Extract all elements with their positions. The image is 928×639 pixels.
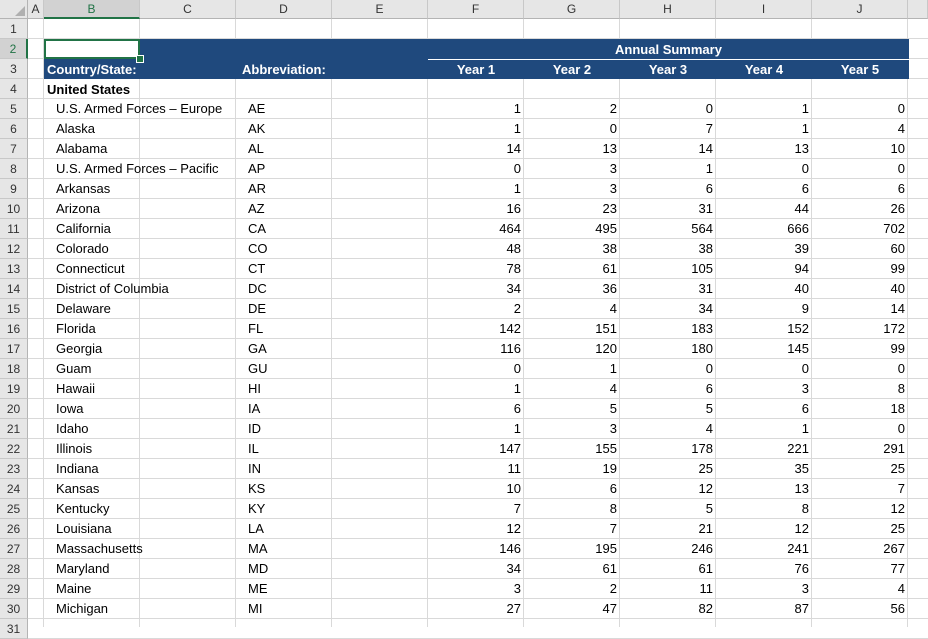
row-header-21[interactable]: 21 (0, 419, 28, 439)
abbreviation-cell[interactable]: MA (248, 541, 268, 556)
year-1-value-cell[interactable]: 34 (506, 281, 521, 296)
year-4-value-cell[interactable]: 44 (794, 201, 809, 216)
year-3-value-cell[interactable]: 61 (698, 561, 713, 576)
year-1-value-cell[interactable]: 78 (506, 261, 521, 276)
year-2-value-cell[interactable]: 495 (595, 221, 617, 236)
year-5-value-cell[interactable]: 18 (890, 401, 905, 416)
abbreviation-cell[interactable]: CO (248, 241, 268, 256)
year-header-1: Year 1 (456, 62, 496, 77)
abbreviation-cell[interactable]: KY (248, 501, 266, 516)
year-3-value-cell[interactable]: 21 (698, 521, 713, 536)
row-header-7[interactable]: 7 (0, 139, 28, 159)
state-name-cell[interactable]: California (56, 221, 111, 236)
abbreviation-cell[interactable]: IA (248, 401, 261, 416)
row-header-17[interactable]: 17 (0, 339, 28, 359)
year-4-value-cell[interactable]: 1 (801, 421, 809, 436)
column-header-d[interactable]: D (236, 0, 332, 19)
year-4-value-cell[interactable]: 40 (794, 281, 809, 296)
abbreviation-cell[interactable]: MI (248, 601, 263, 616)
abbreviation-cell[interactable]: DC (248, 281, 267, 296)
row-header-13[interactable]: 13 (0, 259, 28, 279)
year-2-value-cell[interactable]: 13 (602, 141, 617, 156)
abbreviation-cell[interactable]: GA (248, 341, 267, 356)
row-header-31[interactable]: 31 (0, 619, 28, 639)
state-name-cell[interactable]: U.S. Armed Forces – Pacific (56, 161, 219, 176)
row-header-5[interactable]: 5 (0, 99, 28, 119)
gridline-vertical (331, 19, 332, 627)
year-2-value-cell[interactable]: 3 (609, 181, 617, 196)
abbreviation-cell[interactable]: LA (248, 521, 264, 536)
year-5-value-cell[interactable]: 25 (890, 461, 905, 476)
column-header-j[interactable]: J (812, 0, 908, 19)
country-state-header: Country/State: (47, 62, 137, 77)
row-header-25[interactable]: 25 (0, 499, 28, 519)
year-5-value-cell[interactable]: 40 (890, 281, 905, 296)
abbreviation-cell[interactable]: CT (248, 261, 266, 276)
row-header-15[interactable]: 15 (0, 299, 28, 319)
year-1-value-cell[interactable]: 464 (499, 221, 521, 236)
state-name-cell[interactable]: Michigan (56, 601, 109, 616)
row-header-28[interactable]: 28 (0, 559, 28, 579)
state-name-cell[interactable]: Georgia (56, 341, 103, 356)
row-header-4[interactable]: 4 (0, 79, 28, 99)
abbreviation-cell[interactable]: ID (248, 421, 261, 436)
year-2-value-cell[interactable]: 1 (609, 361, 617, 376)
year-2-value-cell[interactable]: 8 (609, 501, 617, 516)
year-5-value-cell[interactable]: 0 (897, 161, 905, 176)
year-4-value-cell[interactable]: 3 (801, 381, 809, 396)
year-header-3: Year 3 (648, 62, 688, 77)
column-header-i[interactable]: I (716, 0, 812, 19)
row-header-27[interactable]: 27 (0, 539, 28, 559)
year-3-value-cell[interactable]: 82 (698, 601, 713, 616)
year-1-value-cell[interactable]: 10 (506, 481, 521, 496)
column-header-b[interactable]: B (44, 0, 140, 19)
abbreviation-cell[interactable]: IN (248, 461, 261, 476)
year-5-value-cell[interactable]: 99 (890, 341, 905, 356)
year-2-value-cell[interactable]: 0 (609, 121, 617, 136)
row-header-16[interactable]: 16 (0, 319, 28, 339)
year-1-value-cell[interactable]: 147 (499, 441, 521, 456)
year-4-value-cell[interactable]: 94 (794, 261, 809, 276)
year-1-value-cell[interactable]: 142 (499, 321, 521, 336)
year-1-value-cell[interactable]: 11 (507, 461, 521, 476)
year-4-value-cell[interactable]: 87 (794, 601, 809, 616)
year-1-value-cell[interactable]: 1 (513, 421, 521, 436)
year-2-value-cell[interactable]: 155 (595, 441, 617, 456)
year-1-value-cell[interactable]: 27 (506, 601, 521, 616)
year-2-value-cell[interactable]: 61 (602, 561, 617, 576)
year-3-value-cell[interactable]: 34 (698, 301, 713, 316)
year-4-value-cell[interactable]: 145 (787, 341, 809, 356)
abbreviation-cell[interactable]: CA (248, 221, 267, 236)
year-5-value-cell[interactable]: 99 (890, 261, 905, 276)
year-4-value-cell[interactable]: 241 (787, 541, 809, 556)
year-5-value-cell[interactable]: 6 (897, 181, 905, 196)
year-4-value-cell[interactable]: 3 (801, 581, 809, 596)
column-header-h[interactable]: H (620, 0, 716, 19)
year-4-value-cell[interactable]: 39 (794, 241, 809, 256)
year-5-value-cell[interactable]: 14 (890, 301, 905, 316)
year-1-value-cell[interactable]: 116 (500, 341, 521, 356)
year-5-value-cell[interactable]: 0 (897, 101, 905, 116)
active-cell-b2[interactable] (44, 39, 140, 59)
year-5-value-cell[interactable]: 4 (897, 581, 905, 596)
year-3-value-cell[interactable]: 178 (691, 441, 713, 456)
row-header-18[interactable]: 18 (0, 359, 28, 379)
abbreviation-cell[interactable]: AR (248, 181, 267, 196)
year-3-value-cell[interactable]: 38 (698, 241, 713, 256)
year-4-value-cell[interactable]: 12 (794, 521, 809, 536)
year-5-value-cell[interactable]: 7 (897, 481, 905, 496)
abbreviation-cell[interactable]: FL (248, 321, 264, 336)
year-4-value-cell[interactable]: 6 (801, 401, 809, 416)
column-header-c[interactable]: C (140, 0, 236, 19)
row-header-24[interactable]: 24 (0, 479, 28, 499)
year-4-value-cell[interactable]: 666 (787, 221, 809, 236)
year-2-value-cell[interactable]: 7 (609, 521, 617, 536)
year-4-value-cell[interactable]: 76 (794, 561, 809, 576)
year-2-value-cell[interactable]: 120 (595, 341, 617, 356)
year-2-value-cell[interactable]: 4 (609, 381, 617, 396)
year-1-value-cell[interactable]: 3 (513, 581, 521, 596)
year-5-value-cell[interactable]: 702 (883, 221, 905, 236)
year-5-value-cell[interactable]: 267 (883, 541, 905, 556)
select-all-corner[interactable] (0, 0, 28, 19)
fill-handle[interactable] (136, 55, 144, 63)
year-4-value-cell[interactable]: 221 (787, 441, 809, 456)
row-header-3[interactable]: 3 (0, 59, 28, 79)
abbreviation-header: Abbreviation: (242, 62, 326, 77)
state-name-cell[interactable]: Hawaii (56, 381, 96, 396)
year-1-value-cell[interactable]: 7 (513, 501, 521, 516)
state-name-cell[interactable]: Iowa (56, 401, 84, 416)
state-name-cell[interactable]: Maine (56, 581, 92, 596)
row-header-8[interactable]: 8 (0, 159, 28, 179)
year-2-value-cell[interactable]: 36 (602, 281, 617, 296)
row-header-23[interactable]: 23 (0, 459, 28, 479)
abbreviation-cell[interactable]: AE (248, 101, 266, 116)
abbreviation-cell[interactable]: KS (248, 481, 266, 496)
year-5-value-cell[interactable]: 8 (897, 381, 905, 396)
abbreviation-cell[interactable]: ME (248, 581, 268, 596)
abbreviation-cell[interactable]: DE (248, 301, 267, 316)
year-2-value-cell[interactable]: 151 (595, 321, 617, 336)
year-5-value-cell[interactable]: 60 (890, 241, 905, 256)
year-4-value-cell[interactable]: 0 (801, 161, 809, 176)
row-header-20[interactable]: 20 (0, 399, 28, 419)
state-name-cell[interactable]: Connecticut (56, 261, 125, 276)
row-header-12[interactable]: 12 (0, 239, 28, 259)
year-3-value-cell[interactable]: 180 (691, 341, 713, 356)
year-4-value-cell[interactable]: 13 (794, 481, 809, 496)
year-2-value-cell[interactable]: 3 (609, 161, 617, 176)
year-3-value-cell[interactable]: 5 (705, 401, 713, 416)
state-name-cell[interactable]: Guam (56, 361, 92, 376)
year-5-value-cell[interactable]: 12 (890, 501, 905, 516)
year-1-value-cell[interactable]: 14 (506, 141, 521, 156)
row-header-14[interactable]: 14 (0, 279, 28, 299)
year-header-4: Year 4 (744, 62, 784, 77)
year-3-value-cell[interactable]: 1 (705, 161, 713, 176)
state-name-cell[interactable]: Colorado (56, 241, 109, 256)
column-header-e[interactable]: E (332, 0, 428, 19)
year-2-value-cell[interactable]: 19 (602, 461, 617, 476)
abbreviation-cell[interactable]: AK (248, 121, 266, 136)
year-5-value-cell[interactable]: 26 (890, 201, 905, 216)
state-name-cell[interactable]: Alabama (56, 141, 108, 156)
year-5-value-cell[interactable]: 172 (883, 321, 905, 336)
state-name-cell[interactable]: Maryland (56, 561, 110, 576)
year-5-value-cell[interactable]: 4 (897, 121, 905, 136)
year-1-value-cell[interactable]: 48 (506, 241, 521, 256)
state-name-cell[interactable]: Kansas (56, 481, 100, 496)
year-3-value-cell[interactable]: 564 (691, 221, 713, 236)
state-name-cell[interactable]: Arkansas (56, 181, 111, 196)
year-4-value-cell[interactable]: 1 (801, 121, 809, 136)
year-5-value-cell[interactable]: 291 (883, 441, 905, 456)
year-3-value-cell[interactable]: 6 (705, 181, 713, 196)
row-header-30[interactable]: 30 (0, 599, 28, 619)
year-1-value-cell[interactable]: 1 (513, 121, 521, 136)
year-1-value-cell[interactable]: 6 (513, 401, 521, 416)
year-2-value-cell[interactable]: 6 (609, 481, 617, 496)
year-2-value-cell[interactable]: 47 (602, 601, 617, 616)
year-4-value-cell[interactable]: 0 (801, 361, 809, 376)
row-header-19[interactable]: 19 (0, 379, 28, 399)
year-3-value-cell[interactable]: 14 (698, 141, 713, 156)
row-header-2[interactable]: 2 (0, 39, 28, 59)
abbreviation-cell[interactable]: AZ (248, 201, 265, 216)
year-5-value-cell[interactable]: 10 (890, 141, 905, 156)
year-2-value-cell[interactable]: 2 (609, 581, 617, 596)
row-header-1[interactable]: 1 (0, 19, 28, 39)
section-label-united-states[interactable]: United States (47, 82, 131, 97)
year-5-value-cell[interactable]: 25 (890, 521, 905, 536)
year-2-value-cell[interactable]: 195 (595, 541, 617, 556)
year-1-value-cell[interactable]: 0 (513, 161, 521, 176)
state-name-cell[interactable]: Alaska (56, 121, 96, 136)
state-name-cell[interactable]: U.S. Armed Forces – Europe (56, 101, 223, 116)
abbreviation-cell[interactable]: MD (248, 561, 269, 576)
year-3-value-cell[interactable]: 105 (691, 261, 713, 276)
state-name-cell[interactable]: Arizona (56, 201, 101, 216)
year-3-value-cell[interactable]: 4 (705, 421, 713, 436)
gridline-vertical (907, 19, 908, 627)
abbreviation-cell[interactable]: AP (248, 161, 266, 176)
year-3-value-cell[interactable]: 5 (705, 501, 713, 516)
year-3-value-cell[interactable]: 25 (698, 461, 713, 476)
year-3-value-cell[interactable]: 183 (691, 321, 713, 336)
year-3-value-cell[interactable]: 0 (705, 361, 713, 376)
abbreviation-cell[interactable]: AL (248, 141, 264, 156)
year-4-value-cell[interactable]: 1 (801, 101, 809, 116)
year-5-value-cell[interactable]: 56 (890, 601, 905, 616)
year-2-value-cell[interactable]: 61 (602, 261, 617, 276)
year-3-value-cell[interactable]: 31 (698, 201, 713, 216)
abbreviation-cell[interactable]: IL (248, 441, 259, 456)
year-header-5: Year 5 (840, 62, 880, 77)
row-header-29[interactable]: 29 (0, 579, 28, 599)
year-4-value-cell[interactable]: 8 (801, 501, 809, 516)
year-3-value-cell[interactable]: 11 (699, 581, 713, 596)
year-5-value-cell[interactable]: 77 (890, 561, 905, 576)
year-2-value-cell[interactable]: 4 (609, 301, 617, 316)
year-1-value-cell[interactable]: 16 (506, 201, 521, 216)
row-header-22[interactable]: 22 (0, 439, 28, 459)
year-1-value-cell[interactable]: 2 (513, 301, 521, 316)
year-2-value-cell[interactable]: 5 (609, 401, 617, 416)
year-4-value-cell[interactable]: 9 (801, 301, 809, 316)
year-2-value-cell[interactable]: 3 (609, 421, 617, 436)
state-name-cell[interactable]: Louisiana (56, 521, 112, 536)
row-header-6[interactable]: 6 (0, 119, 28, 139)
year-1-value-cell[interactable]: 1 (513, 181, 521, 196)
year-5-value-cell[interactable]: 0 (897, 361, 905, 376)
year-1-value-cell[interactable]: 12 (506, 521, 521, 536)
year-1-value-cell[interactable]: 1 (513, 101, 521, 116)
year-2-value-cell[interactable]: 23 (602, 201, 617, 216)
year-5-value-cell[interactable]: 0 (897, 421, 905, 436)
year-4-value-cell[interactable]: 35 (794, 461, 809, 476)
year-3-value-cell[interactable]: 6 (705, 381, 713, 396)
state-name-cell[interactable]: Idaho (56, 421, 89, 436)
row-header-9[interactable]: 9 (0, 179, 28, 199)
year-2-value-cell[interactable]: 38 (602, 241, 617, 256)
column-header-g[interactable]: G (524, 0, 620, 19)
state-name-cell[interactable]: District of Columbia (56, 281, 169, 296)
row-header-10[interactable]: 10 (0, 199, 28, 219)
state-name-cell[interactable]: Delaware (56, 301, 111, 316)
year-3-value-cell[interactable]: 31 (698, 281, 713, 296)
column-header-k-partial[interactable] (908, 0, 928, 19)
year-4-value-cell[interactable]: 13 (794, 141, 809, 156)
year-1-value-cell[interactable]: 34 (506, 561, 521, 576)
year-4-value-cell[interactable]: 6 (801, 181, 809, 196)
abbreviation-cell[interactable]: HI (248, 381, 261, 396)
state-name-cell[interactable]: Florida (56, 321, 96, 336)
state-name-cell[interactable]: Indiana (56, 461, 99, 476)
abbreviation-cell[interactable]: GU (248, 361, 268, 376)
year-2-value-cell[interactable]: 2 (609, 101, 617, 116)
state-name-cell[interactable]: Massachusetts (56, 541, 143, 556)
annual-summary-title: Annual Summary (615, 42, 722, 57)
row-header-11[interactable]: 11 (0, 219, 28, 239)
year-1-value-cell[interactable]: 0 (513, 361, 521, 376)
year-3-value-cell[interactable]: 246 (691, 541, 713, 556)
year-3-value-cell[interactable]: 12 (698, 481, 713, 496)
year-3-value-cell[interactable]: 0 (705, 101, 713, 116)
select-all-icon (15, 6, 25, 16)
year-1-value-cell[interactable]: 146 (499, 541, 521, 556)
year-3-value-cell[interactable]: 7 (705, 121, 713, 136)
state-name-cell[interactable]: Kentucky (56, 501, 110, 516)
column-header-f[interactable]: F (428, 0, 524, 19)
row-header-26[interactable]: 26 (0, 519, 28, 539)
gridline-vertical (43, 19, 44, 627)
column-header-a[interactable]: A (28, 0, 44, 19)
year-header-2: Year 2 (552, 62, 592, 77)
year-1-value-cell[interactable]: 1 (513, 381, 521, 396)
year-4-value-cell[interactable]: 152 (787, 321, 809, 336)
state-name-cell[interactable]: Illinois (56, 441, 93, 456)
